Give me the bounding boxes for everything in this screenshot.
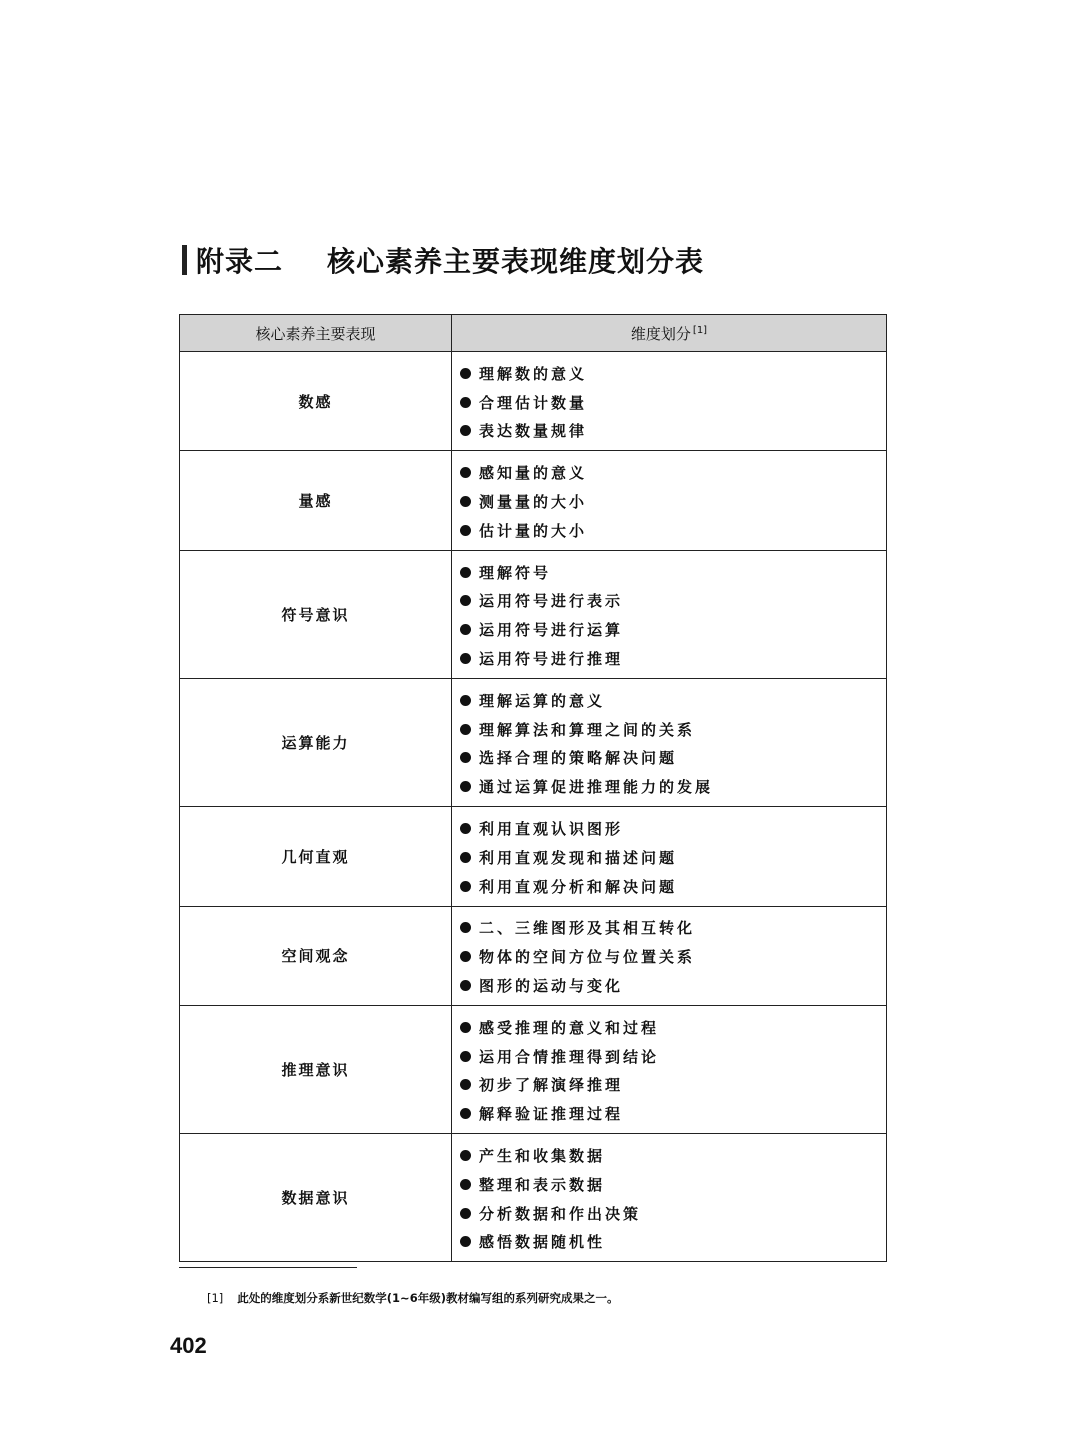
dimension-list-cell xyxy=(452,550,887,678)
bullet-icon xyxy=(460,525,471,536)
list-item-text: 感受推理的意义和过程 xyxy=(479,1018,660,1037)
table-row xyxy=(180,1005,887,1133)
category-cell: 量感 xyxy=(180,451,452,550)
list-item-text: 感悟数据随机性 xyxy=(479,1233,606,1252)
list-item-text: 理解运算的意义 xyxy=(479,691,606,710)
list-item-text: 理解算法和算理之间的关系 xyxy=(479,720,696,739)
bullet-icon xyxy=(460,1022,471,1033)
list-item xyxy=(460,487,886,516)
bullet-icon xyxy=(460,852,471,863)
category-cell: 数感 xyxy=(180,352,452,451)
list-item xyxy=(460,558,886,587)
heading-bar-decoration xyxy=(182,245,187,275)
footnote-text: 此处的维度划分系新世纪数学(1~6年级)教材编写组的系列研究成果之一。 xyxy=(237,1291,619,1305)
list-item xyxy=(460,1228,886,1257)
list-item-text: 估计量的大小 xyxy=(479,521,588,540)
list-item xyxy=(460,615,886,644)
list-item-text: 通过运算促进推理能力的发展 xyxy=(479,778,714,797)
bullet-icon xyxy=(460,425,471,436)
list-item xyxy=(460,942,886,971)
table-body xyxy=(180,352,887,1262)
list-item-text: 运用合情推理得到结论 xyxy=(479,1047,660,1066)
dimension-table xyxy=(179,314,887,1262)
list-item xyxy=(460,1013,886,1042)
bullet-icon xyxy=(460,397,471,408)
list-item-text: 利用直观分析和解决问题 xyxy=(479,877,678,896)
list-item-text: 分析数据和作出决策 xyxy=(479,1204,642,1223)
bullet-icon xyxy=(460,951,471,962)
bullet-icon xyxy=(460,1051,471,1062)
list-item xyxy=(460,1141,886,1170)
bullet-icon xyxy=(460,980,471,991)
list-item xyxy=(460,1099,886,1128)
bullet-icon xyxy=(460,567,471,578)
header-core-literacy: 核心素养主要表现 xyxy=(180,315,452,352)
category-cell: 几何直观 xyxy=(180,807,452,906)
table-row xyxy=(180,906,887,1005)
list-item-text: 二、三维图形及其相互转化 xyxy=(479,919,696,938)
page-number: 402 xyxy=(170,1333,207,1358)
bullet-icon xyxy=(460,624,471,635)
bullet-icon xyxy=(460,1150,471,1161)
list-item xyxy=(460,814,886,843)
list-item-text: 利用直观发现和描述问题 xyxy=(479,848,678,867)
bullet-icon xyxy=(460,1079,471,1090)
list-item xyxy=(460,516,886,545)
list-item-text: 利用直观认识图形 xyxy=(479,820,624,839)
bullet-icon xyxy=(460,922,471,933)
list-item xyxy=(460,644,886,673)
list-item-text: 初步了解演绎推理 xyxy=(479,1076,624,1095)
appendix-label: 附录二 xyxy=(196,245,284,278)
footnote-mark: [1] xyxy=(207,1291,224,1305)
table-row xyxy=(180,1134,887,1262)
list-item xyxy=(460,772,886,801)
list-item xyxy=(460,686,886,715)
list-item-text: 整理和表示数据 xyxy=(479,1175,606,1194)
category-cell: 数据意识 xyxy=(180,1134,452,1262)
list-item xyxy=(460,359,886,388)
page-title: 核心素养主要表现维度划分表 xyxy=(327,245,705,278)
footnote-reference: [1] xyxy=(692,324,708,336)
table-row xyxy=(180,451,887,550)
list-item xyxy=(460,388,886,417)
list-item xyxy=(460,1199,886,1228)
table-row xyxy=(180,550,887,678)
category-cell: 符号意识 xyxy=(180,550,452,678)
dimension-list-cell xyxy=(452,1005,887,1133)
bullet-icon xyxy=(460,496,471,507)
dimension-list-cell xyxy=(452,678,887,806)
bullet-icon xyxy=(460,1208,471,1219)
list-item xyxy=(460,914,886,943)
list-item-text: 运用符号进行表示 xyxy=(479,592,624,611)
dimension-list-cell xyxy=(452,352,887,451)
bullet-icon xyxy=(460,368,471,379)
bullet-icon xyxy=(460,752,471,763)
list-item xyxy=(460,872,886,901)
table-row xyxy=(180,352,887,451)
list-item xyxy=(460,1170,886,1199)
table-row xyxy=(180,678,887,806)
list-item xyxy=(460,843,886,872)
list-item-text: 图形的运动与变化 xyxy=(479,977,624,996)
list-item-text: 物体的空间方位与位置关系 xyxy=(479,948,696,967)
dimension-list-cell xyxy=(452,451,887,550)
list-item-text: 表达数量规律 xyxy=(479,422,588,441)
footnote-divider xyxy=(179,1267,357,1268)
list-item xyxy=(460,587,886,616)
list-item xyxy=(460,744,886,773)
list-item-text: 运用符号进行推理 xyxy=(479,650,624,669)
category-cell: 运算能力 xyxy=(180,678,452,806)
bullet-icon xyxy=(460,467,471,478)
list-item xyxy=(460,971,886,1000)
bullet-icon xyxy=(460,724,471,735)
bullet-icon xyxy=(460,653,471,664)
list-item-text: 产生和收集数据 xyxy=(479,1147,606,1166)
list-item xyxy=(460,1071,886,1100)
header-dimension: 维度划分 [1] xyxy=(452,315,887,352)
bullet-icon xyxy=(460,881,471,892)
table-row xyxy=(180,807,887,906)
appendix-heading xyxy=(182,240,704,280)
bullet-icon xyxy=(460,823,471,834)
list-item xyxy=(460,715,886,744)
category-cell: 空间观念 xyxy=(180,906,452,1005)
list-item-text: 选择合理的策略解决问题 xyxy=(479,749,678,768)
bullet-icon xyxy=(460,1108,471,1119)
list-item xyxy=(460,458,886,487)
list-item-text: 解释验证推理过程 xyxy=(479,1105,624,1124)
bullet-icon xyxy=(460,1236,471,1247)
bullet-icon xyxy=(460,695,471,706)
list-item xyxy=(460,1042,886,1071)
footnote xyxy=(207,1290,618,1306)
dimension-list-cell xyxy=(452,906,887,1005)
dimension-list-cell xyxy=(452,807,887,906)
bullet-icon xyxy=(460,781,471,792)
category-cell: 推理意识 xyxy=(180,1005,452,1133)
bullet-icon xyxy=(460,595,471,606)
bullet-icon xyxy=(460,1179,471,1190)
list-item xyxy=(460,417,886,446)
list-item-text: 感知量的意义 xyxy=(479,464,588,483)
table-header-row xyxy=(180,315,887,352)
list-item-text: 理解符号 xyxy=(479,563,552,582)
list-item-text: 理解数的意义 xyxy=(479,364,588,383)
dimension-list-cell xyxy=(452,1134,887,1262)
list-item-text: 合理估计数量 xyxy=(479,393,588,412)
list-item-text: 测量量的大小 xyxy=(479,493,588,512)
list-item-text: 运用符号进行运算 xyxy=(479,621,624,640)
